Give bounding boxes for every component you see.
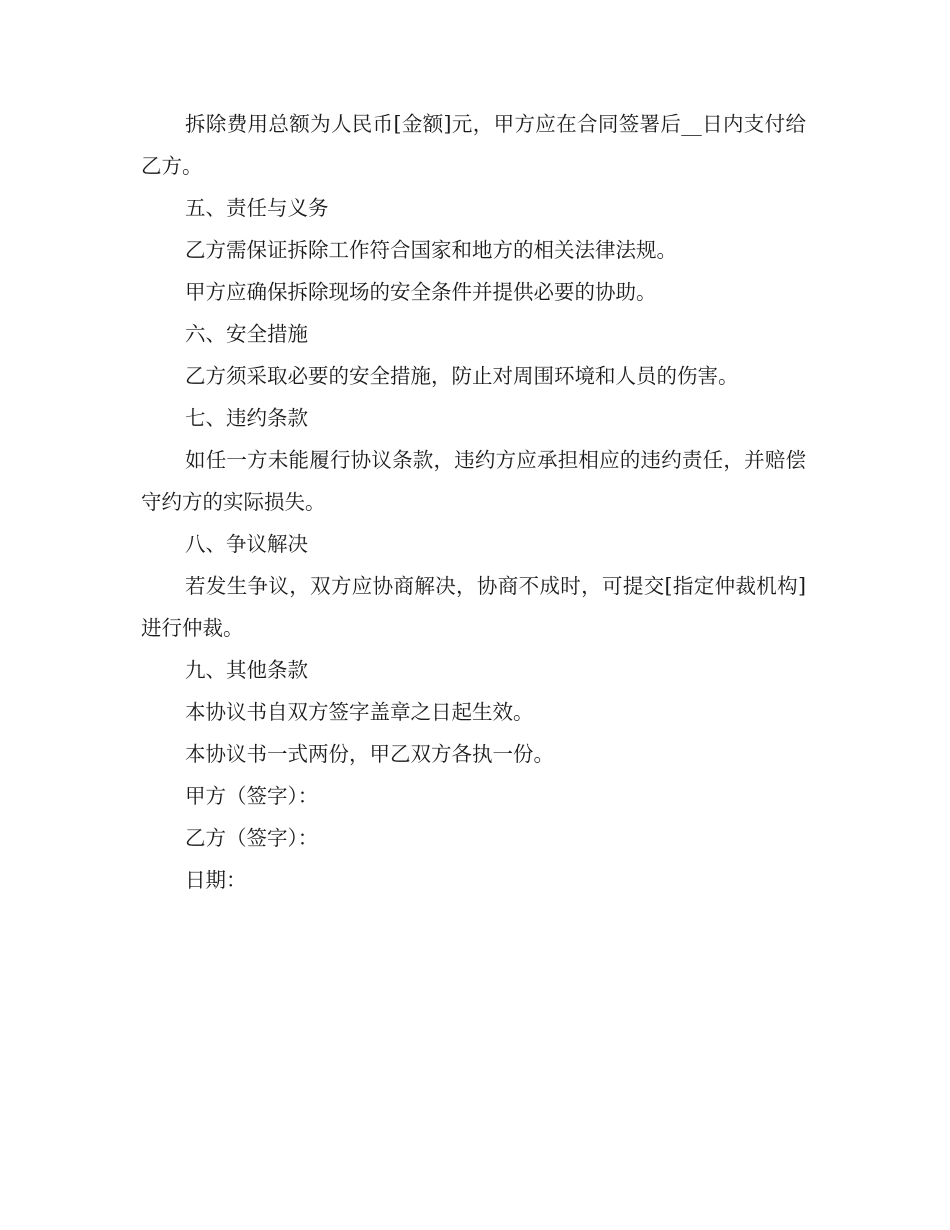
dispute-clause: 若发生争议，双方应协商解决，协商不成时，可提交[指定仲裁机构]进行仲裁。 — [141, 574, 806, 640]
date-line: 日期： — [185, 868, 247, 892]
party-a-obligation: 甲方应确保拆除现场的安全条件并提供必要的协助。 — [185, 280, 657, 304]
effective-clause: 本协议书自双方签字盖章之日起生效。 — [185, 700, 534, 724]
copies-clause: 本协议书一式两份，甲乙双方各执一份。 — [185, 742, 554, 766]
payment-clause: 拆除费用总额为人民币[金额]元，甲方应在合同签署后__日内支付给乙方。 — [141, 112, 806, 178]
section-heading-safety: 六、安全措施 — [185, 322, 308, 346]
party-a-signature-line: 甲方（签字）： — [185, 784, 319, 808]
party-b-obligation: 乙方需保证拆除工作符合国家和地方的相关法律法规。 — [185, 238, 677, 262]
section-heading-dispute: 八、争议解决 — [185, 532, 308, 556]
document-body — [141, 103, 806, 901]
safety-clause: 乙方须采取必要的安全措施，防止对周围环境和人员的伤害。 — [185, 364, 739, 388]
party-b-signature-line: 乙方（签字）： — [185, 826, 319, 850]
section-heading-breach: 七、违约条款 — [185, 406, 308, 430]
section-heading-responsibilities: 五、责任与义务 — [185, 196, 329, 220]
section-heading-other: 九、其他条款 — [185, 658, 308, 682]
breach-clause: 如任一方未能履行协议条款，违约方应承担相应的违约责任，并赔偿守约方的实际损失。 — [141, 448, 806, 514]
